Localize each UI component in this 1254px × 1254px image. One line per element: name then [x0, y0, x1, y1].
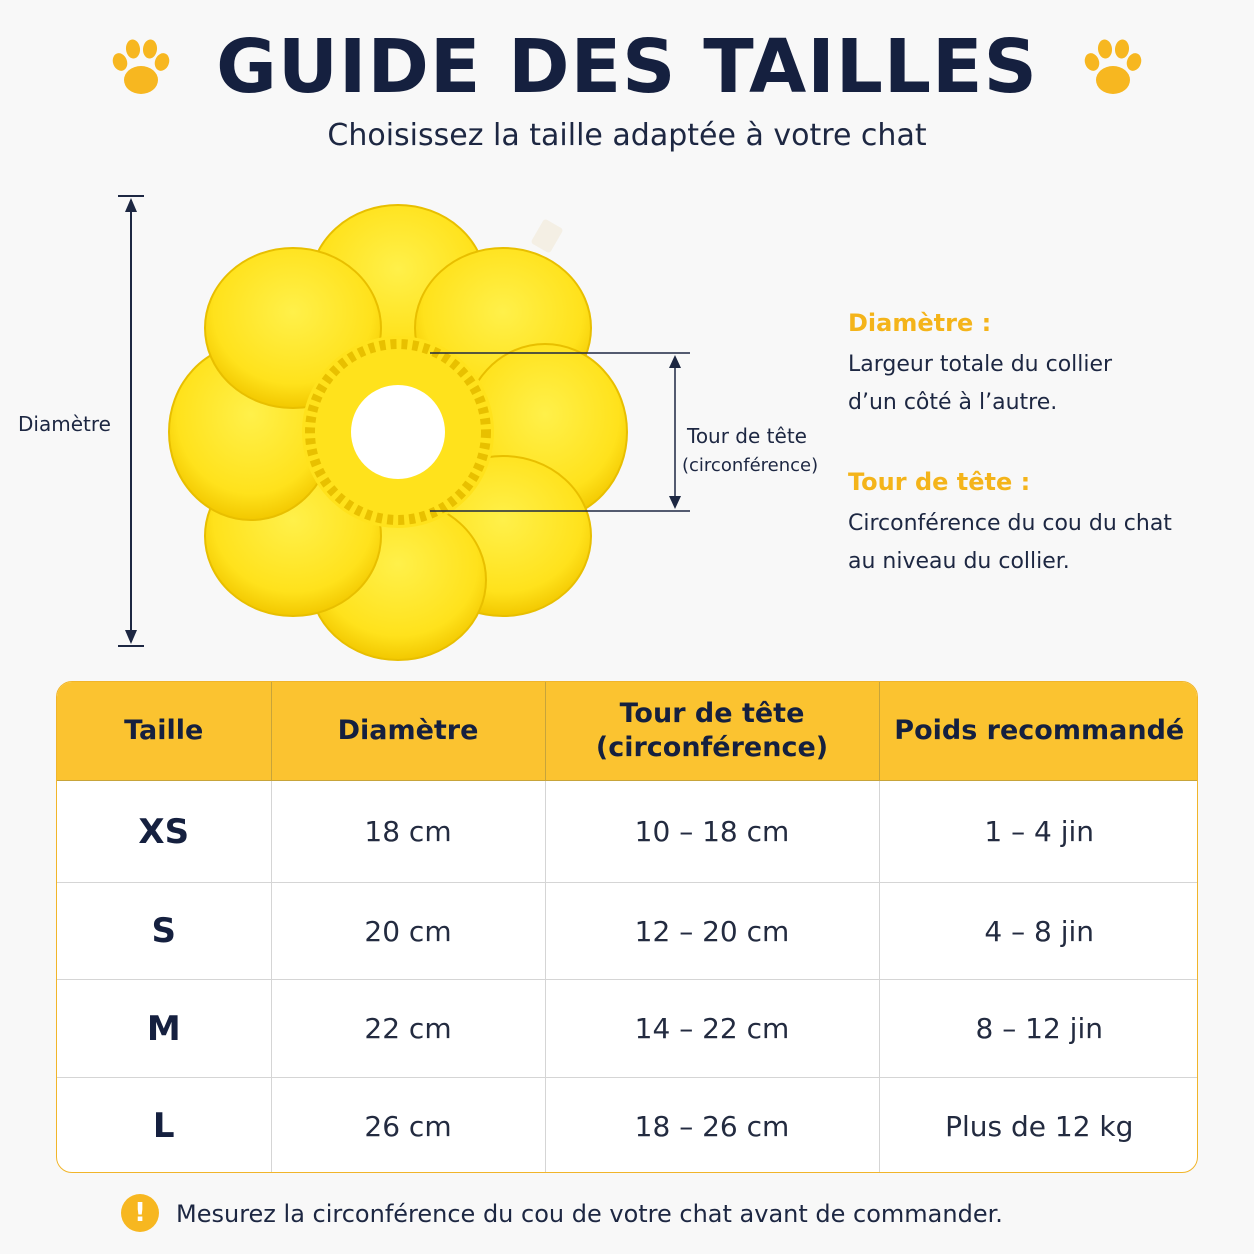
weight-cell: Plus de 12 kg: [945, 1109, 1134, 1143]
size-cell: S: [57, 883, 271, 980]
col-header-diameter: Diamètre: [271, 682, 545, 781]
head-label: Tour de tête: [687, 424, 807, 448]
diameter-arrow: [118, 196, 144, 646]
diameter-cell: 18 cm: [271, 781, 545, 883]
diameter-heading: Diamètre :: [848, 309, 992, 337]
collar-image: [169, 205, 627, 660]
col-header-head: [545, 682, 879, 781]
table-header-row: [57, 682, 1198, 781]
weight-cell: 1 – 4 jin: [879, 781, 1198, 883]
note-text: Mesurez la circonférence du cou de votre chat avant de commander.: [176, 1200, 1003, 1228]
head-cell: 18 – 26 cm: [545, 1078, 879, 1174]
table-row: [57, 883, 1198, 980]
col-header-head-line2: (circonférence): [595, 732, 829, 763]
page-title: GUIDE DES TAILLES: [216, 24, 1038, 110]
table-row: [57, 1078, 1198, 1174]
diameter-desc-2: d’un côté à l’autre.: [848, 390, 1058, 415]
diameter-cell: 20 cm: [271, 883, 545, 980]
table-row: [57, 980, 1198, 1078]
size-cell: XS: [57, 781, 271, 883]
diameter-label: Diamètre: [18, 412, 111, 436]
size-table: [56, 681, 1198, 1173]
col-header-weight: Poids recommandé: [879, 682, 1198, 781]
weight-cell: 8 – 12 jin: [879, 980, 1198, 1078]
table-row: [57, 781, 1198, 883]
head-cell: 10 – 18 cm: [545, 781, 879, 883]
exclamation-icon: !: [121, 1194, 159, 1232]
col-header-head-line1: Tour de tête: [619, 698, 805, 729]
diameter-cell: 26 cm: [271, 1078, 545, 1174]
head-desc-1: Circonférence du cou du chat: [848, 511, 1172, 536]
diameter-cell: 22 cm: [271, 980, 545, 1078]
weight-cell: 4 – 8 jin: [879, 883, 1198, 980]
page-subtitle: Choisissez la taille adaptée à votre chat: [327, 118, 927, 153]
size-cell: L: [57, 1078, 271, 1174]
head-cell: 14 – 22 cm: [545, 980, 879, 1078]
diameter-desc-1: Largeur totale du collier: [848, 352, 1113, 377]
head-desc-2: au niveau du collier.: [848, 549, 1070, 574]
head-label-sub: (circonférence): [682, 455, 819, 476]
head-heading: Tour de tête :: [848, 468, 1031, 496]
col-header-size: Taille: [57, 682, 271, 781]
size-cell: M: [57, 980, 271, 1078]
head-cell: 12 – 20 cm: [545, 883, 879, 980]
